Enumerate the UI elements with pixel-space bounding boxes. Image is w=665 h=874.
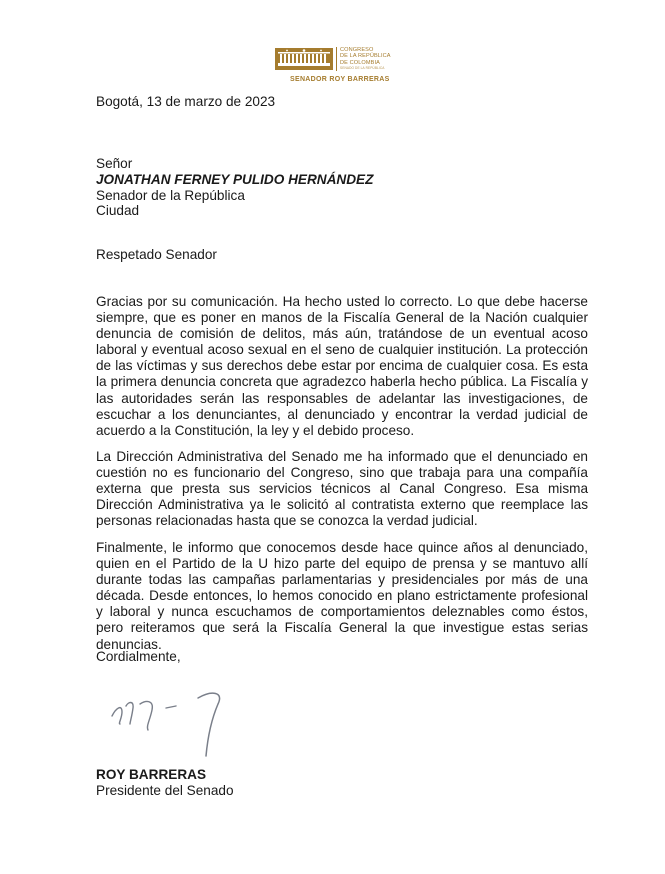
institution-line-3: DE COLOMBIA: [340, 59, 380, 66]
body-paragraph-2: La Dirección Administrativa del Senado me ha informado que el denunciado en cuestión no es funcionario del Congreso, sino que trabaja para una compañía externa que presta sus servicios técnicos al Canal Congreso. Esa misma Dirección Administrativa ya le solicitó al contratista externo que reemplace las personas relacionadas hasta que se conozca la verdad judicial.: [96, 449, 588, 529]
letterhead: [271, 45, 411, 87]
institution-line-1: CONGRESO: [340, 47, 374, 53]
closing: Cordialmente,: [96, 649, 181, 664]
recipient-name: JONATHAN FERNEY PULIDO HERNÁNDEZ: [96, 172, 374, 187]
logo-divider: [336, 47, 337, 71]
body-paragraph-3: Finalmente, le informo que conocemos desde hace quince años al denunciado, quien en el Partido de la U hizo parte del equipo de prensa y se mantuvo allí durante todas las campañas parlamentarias y presidenciales por más de una década. Desde entonces, lo hemos conocido en plano estrictamente profesional y laboral y nunca escuchamos de comportamientos deleznables como éstos, pero reiteramos que será la Fiscalía General la que investigue estas serias denuncias.: [96, 540, 588, 652]
senator-heading: SENADOR ROY BARRERAS: [290, 76, 390, 83]
greeting: Respetado Senador: [96, 247, 217, 262]
handwritten-signature: [100, 680, 240, 760]
institution-name: [340, 47, 406, 70]
congress-logo: [271, 45, 405, 73]
signer-name: ROY BARRERAS: [96, 767, 207, 782]
letter-date: Bogotá, 13 de marzo de 2023: [96, 94, 276, 109]
institution-line-2: DE LA REPÚBLICA: [340, 53, 391, 60]
recipient-role: Senador de la República: [96, 188, 245, 203]
institution-small-line: SENADO DE LA REPÚBLICA: [340, 65, 385, 70]
recipient-city: Ciudad: [96, 203, 140, 218]
signer-title: Presidente del Senado: [96, 783, 234, 798]
salutation-title: Señor: [96, 156, 133, 171]
body-paragraph-1: Gracias por su comunicación. Ha hecho usted lo correcto. Lo que debe hacerse siempre, que es poner en manos de la Fiscalía General de la Nación cualquier denuncia de comisión de delitos, más aún, tratándose de un eventual acoso laboral y eventual acoso sexual en el seno de cualquier institución. La protección de las víctimas y sus derechos debe estar por encima de cualquier cosa. Es esta la primera denuncia concreta que agradezco haberla hecho pública. La Fiscalía y las autoridades serán las responsables de adelantar las investigaciones, de escuchar a los denunciantes, al denunciado y encontrar la verdad judicial de acuerdo a la Constitución, la ley y el debido proceso.: [96, 294, 588, 438]
capitol-emblem-icon: [275, 48, 333, 70]
